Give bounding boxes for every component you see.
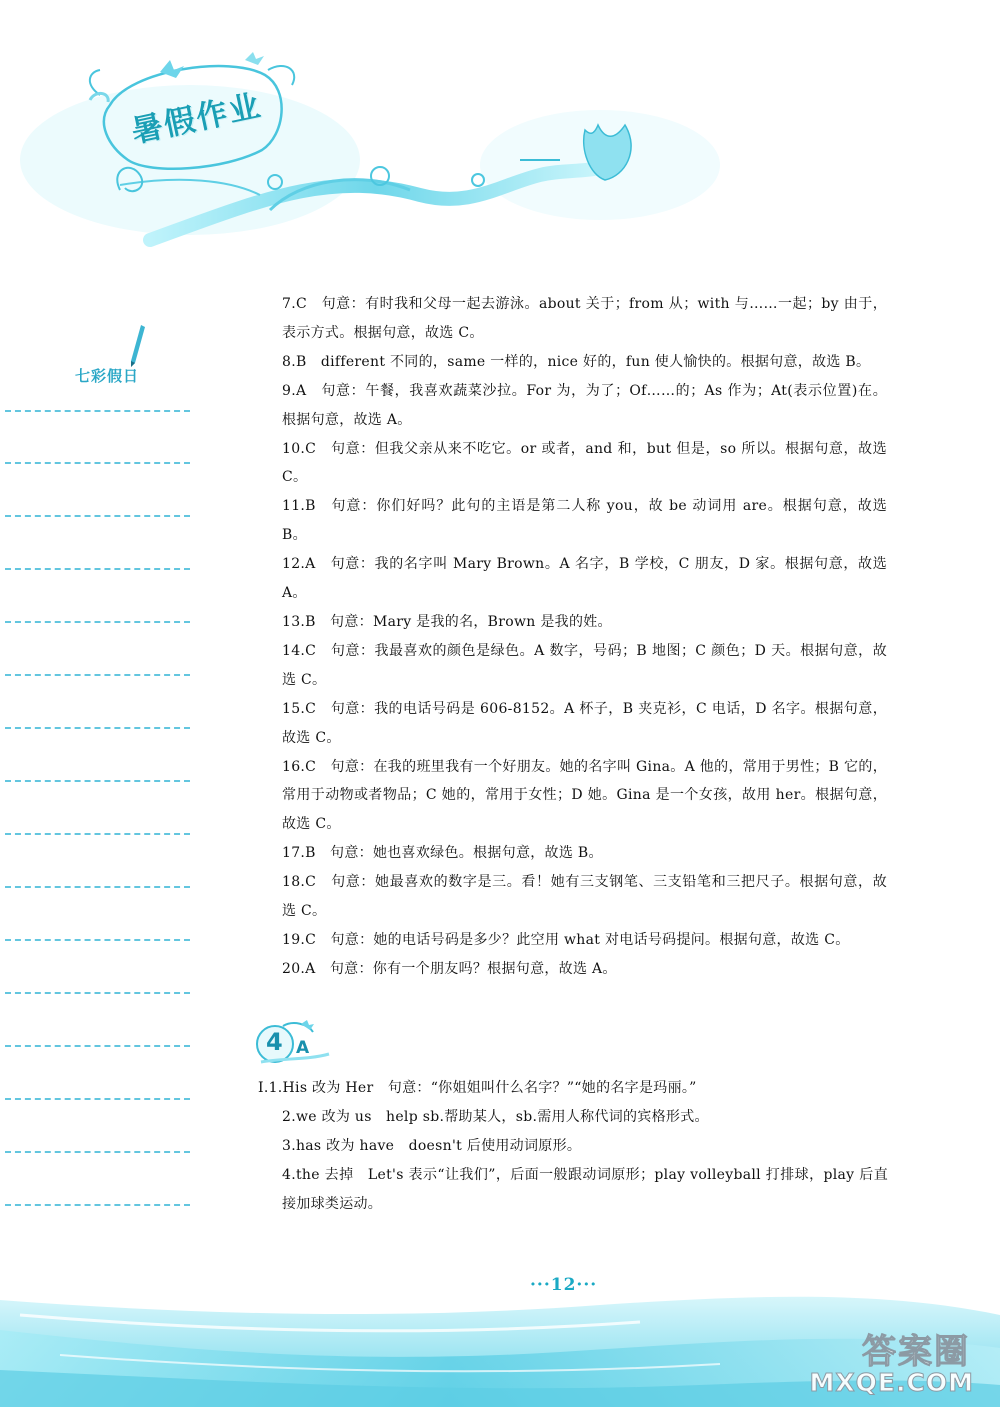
badge-ornament-icon [253, 1018, 333, 1066]
answer-item: 9.A 句意：午餐，我喜欢蔬菜沙拉。For 为，为了；Of……的；As 作为；At(表示位置)在。根据句意，故选 A。 [282, 382, 887, 428]
sidebar-rule [5, 674, 190, 676]
answer-item: 18.C 句意：她最喜欢的数字是三。看！她有三支钢笔、三支铅笔和三把尺子。根据句意，故选 C。 [282, 874, 887, 920]
answer-item: 7.C 句意：有时我和父母一起去游泳。about 关于；from 从；with 与……一起；by 由于，表示方式。根据句意，故选 C。 [282, 296, 887, 341]
section-item: 4.the 去掉 Let's 表示“让我们”，后面一般跟动词原形；play volleyball 打排球，play 后直接加球类运动。 [282, 1166, 888, 1212]
sidebar-rule [5, 1098, 190, 1100]
watermark-logo [808, 1322, 978, 1400]
pen-icon [127, 323, 147, 371]
sidebar-rule [5, 1204, 190, 1206]
sidebar-rule [5, 515, 190, 517]
answer-item: 16.C 句意：在我的班里我有一个好朋友。她的名字叫 Gina。A 他的，常用于男性；B 它的，常用于动物或者物品；C 她的，常用于女性；D 她。Gina 是一个女孩，故用 her。根据句意，故选 C。 [282, 758, 887, 833]
header-decoration [0, 0, 1000, 270]
sidebar-rule [5, 462, 190, 464]
sidebar-rule [5, 1045, 190, 1047]
page-number: ···12··· [530, 1275, 598, 1295]
sidebar-rule [5, 992, 190, 994]
sidebar-rule [5, 410, 190, 412]
section-number: 4 [266, 1028, 283, 1056]
sidebar [0, 315, 200, 1235]
section-badge [253, 1018, 333, 1066]
watermark-title: 答案圈 [862, 1332, 970, 1372]
answer-item: 17.B 句意：她也喜欢绿色。根据句意，故选 B。 [282, 845, 603, 862]
answer-item: 15.C 句意：我的电话号码是 606-8152。A 杯子，B 夹克衫，C 电话，D 名字。根据句意，故选 C。 [282, 700, 887, 746]
answer-list [282, 290, 887, 984]
answer-item: 13.B 句意：Mary 是我的名，Brown 是我的姓。 [282, 613, 612, 630]
section-letter: A [296, 1038, 310, 1058]
section-item: 2.we 改为 us help sb.帮助某人，sb.需用人称代词的宾格形式。 [282, 1108, 709, 1125]
watermark-url: MXQE.COM [809, 1368, 974, 1397]
section-a-answers [258, 1074, 888, 1219]
answer-item: 12.A 句意：我的名字叫 Mary Brown。A 名字，B 学校，C 朋友，D 家。根据句意，故选 A。 [282, 556, 887, 602]
answer-item: 11.B 句意：你们好吗？此句的主语是第二人称 you，故 be 动词用 are。根据句意，故选 B。 [282, 498, 887, 544]
sidebar-rule [5, 886, 190, 888]
answer-item: 19.C 句意：她的电话号码是多少？此空用 what 对电话号码提问。根据句意，故选 C。 [282, 931, 850, 948]
sidebar-rule [5, 780, 190, 782]
sidebar-rule [5, 939, 190, 941]
section-item: Ⅰ.1.His 改为 Her 句意：“你姐姐叫什么名字？”“她的名字是玛丽。” [258, 1080, 697, 1096]
answer-item: 8.B different 不同的，same 一样的，nice 好的，fun 使人愉快的。根据句意，故选 B。 [282, 353, 871, 370]
sidebar-rule [5, 833, 190, 835]
sidebar-label: 七彩假日 [75, 367, 140, 385]
answer-item: 20.A 句意：你有一个朋友吗？根据句意，故选 A。 [282, 960, 617, 977]
sidebar-rule [5, 621, 190, 623]
sidebar-rule [5, 727, 190, 729]
header-title: 暑假作业 [128, 87, 266, 151]
sidebar-rule [5, 568, 190, 570]
sidebar-rule [5, 1151, 190, 1153]
answer-item: 14.C 句意：我最喜欢的颜色是绿色。A 数字，号码；B 地图；C 颜色；D 天。根据句意，故选 C。 [282, 642, 887, 688]
section-item: 3.has 改为 have doesn't 后使用动词原形。 [282, 1137, 582, 1154]
answer-item: 10.C 句意：但我父亲从来不吃它。or 或者，and 和，but 但是，so 所以。根据句意，故选 C。 [282, 440, 887, 486]
